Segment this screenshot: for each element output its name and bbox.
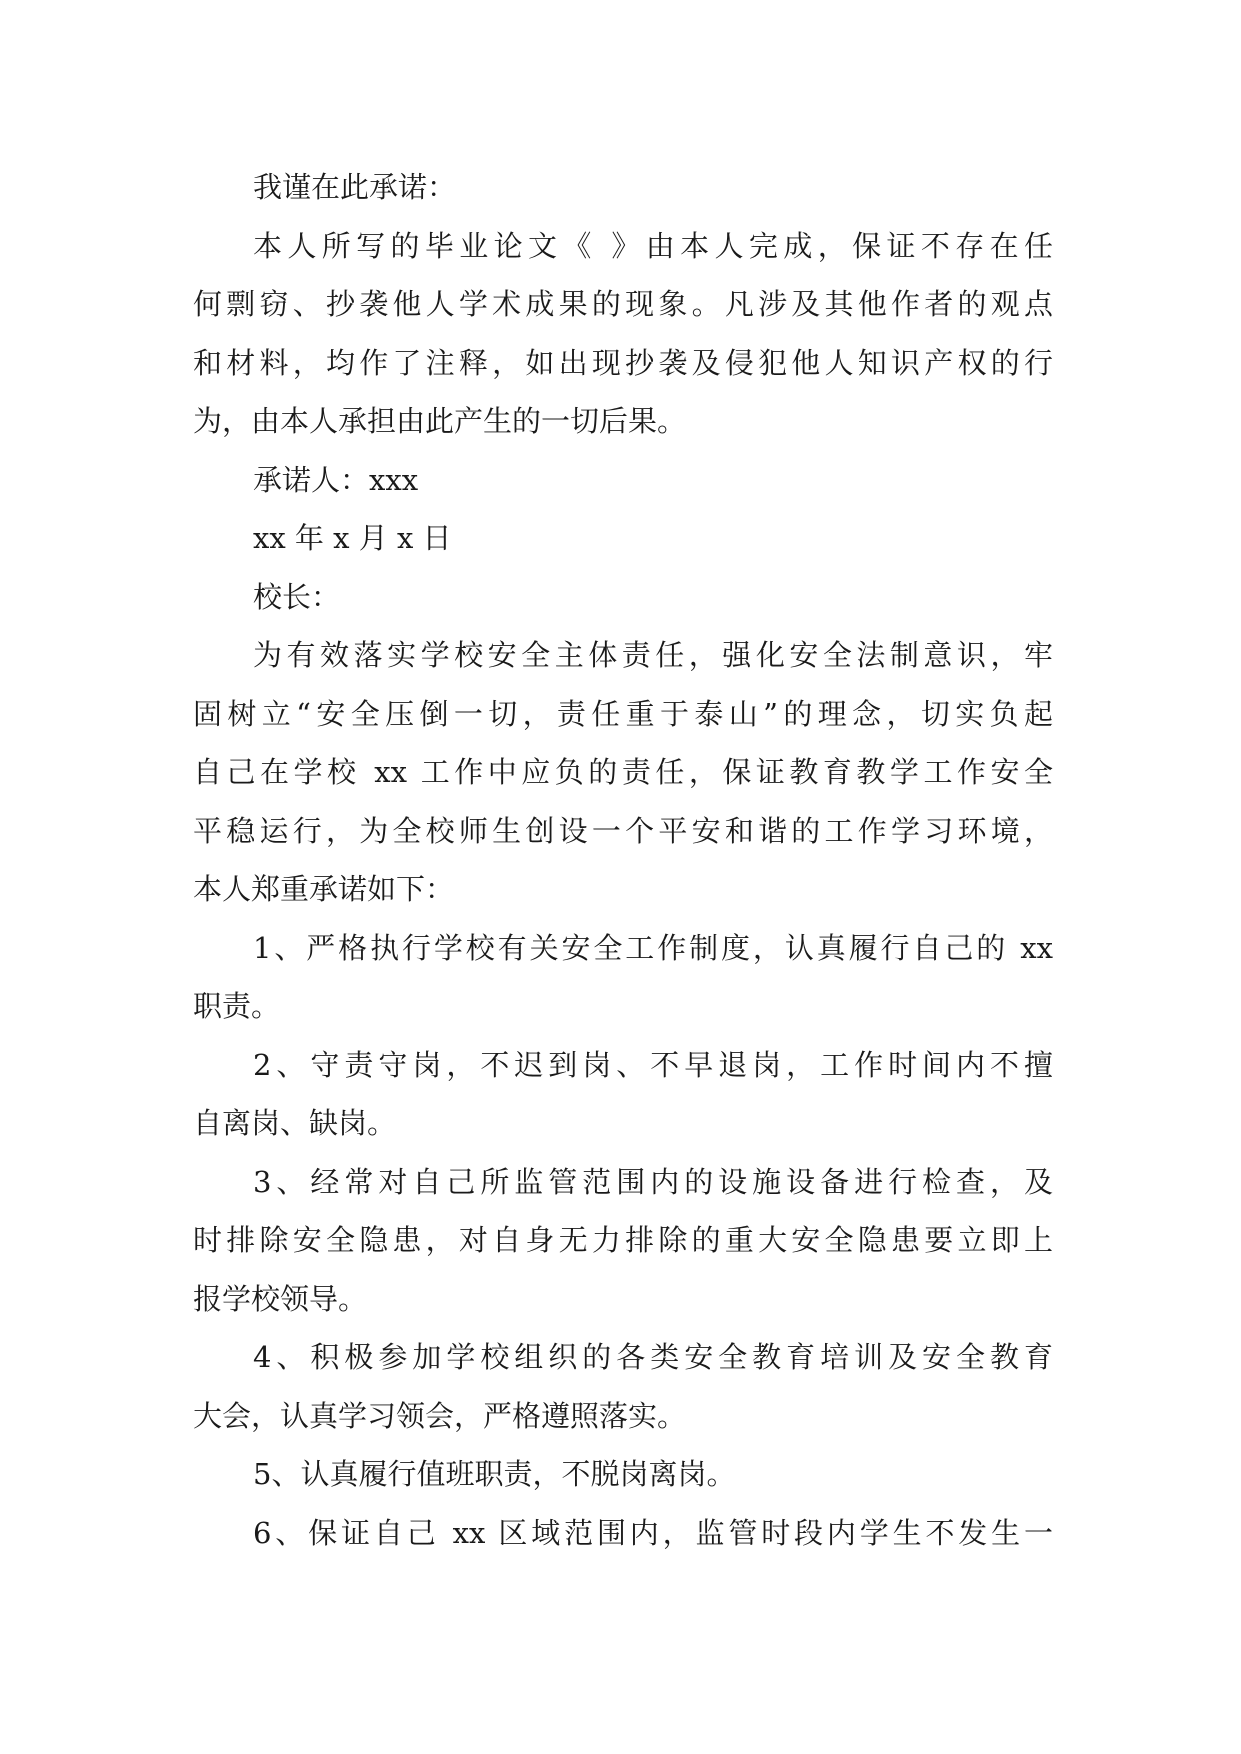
- text-line: 和材料，均作了注释，如出现抄袭及侵犯他人知识产权的行: [193, 345, 1053, 380]
- list-item: 1、严格执行学校有关安全工作制度，认真履行自己的 xx: [253, 930, 1053, 965]
- text-line: 何剽窃、抄袭他人学术成果的现象。凡涉及其他作者的观点: [193, 287, 1053, 321]
- text-line: 为有效落实学校安全主体责任，强化安全法制意识，牢: [253, 638, 1053, 672]
- list-item: 6、保证自己 xx 区域范围内，监管时段内学生不发生一: [253, 1515, 1053, 1550]
- text-line: 平稳运行，为全校师生创设一个平安和谐的工作学习环境，: [193, 813, 1053, 848]
- list-item: 3、经常对自己所监管范围内的设施设备进行检查，及: [253, 1164, 1053, 1199]
- text-line: 我谨在此承诺：: [253, 170, 457, 204]
- salutation-line: 校长：: [253, 579, 341, 614]
- text-line: 固树立“安全压倒一切，责任重于泰山”的理念，切实负起: [193, 696, 1053, 731]
- text-line: 职责。: [193, 989, 281, 1023]
- text-line: 自己在学校 xx 工作中应负的责任，保证教育教学工作安全: [193, 755, 1053, 789]
- document-body: [193, 158, 1053, 1562]
- list-item: 2、守责守岗，不迟到岗、不早退岗，工作时间内不擅: [253, 1047, 1053, 1082]
- text-line: 为，由本人承担由此产生的一切后果。: [193, 404, 687, 438]
- text-line: 本人郑重承诺如下：: [193, 872, 455, 906]
- list-item: 5、认真履行值班职责，不脱岗离岗。: [253, 1457, 736, 1491]
- text-line: 本人所写的毕业论文《 》由本人完成，保证不存在任: [253, 228, 1053, 263]
- text-line: 自离岗、缺岗。: [193, 1106, 397, 1140]
- list-item: 4、积极参加学校组织的各类安全教育培训及安全教育: [253, 1340, 1053, 1374]
- text-line: 报学校领导。: [193, 1281, 368, 1316]
- text-line: 时排除安全隐患，对自身无力排除的重大安全隐患要立即上: [193, 1223, 1053, 1257]
- date-line: xx 年 x 月 x 日: [253, 521, 452, 555]
- text-line: 大会，认真学习领会，严格遵照落实。: [193, 1398, 687, 1433]
- signatory-line: 承诺人：xxx: [253, 462, 419, 497]
